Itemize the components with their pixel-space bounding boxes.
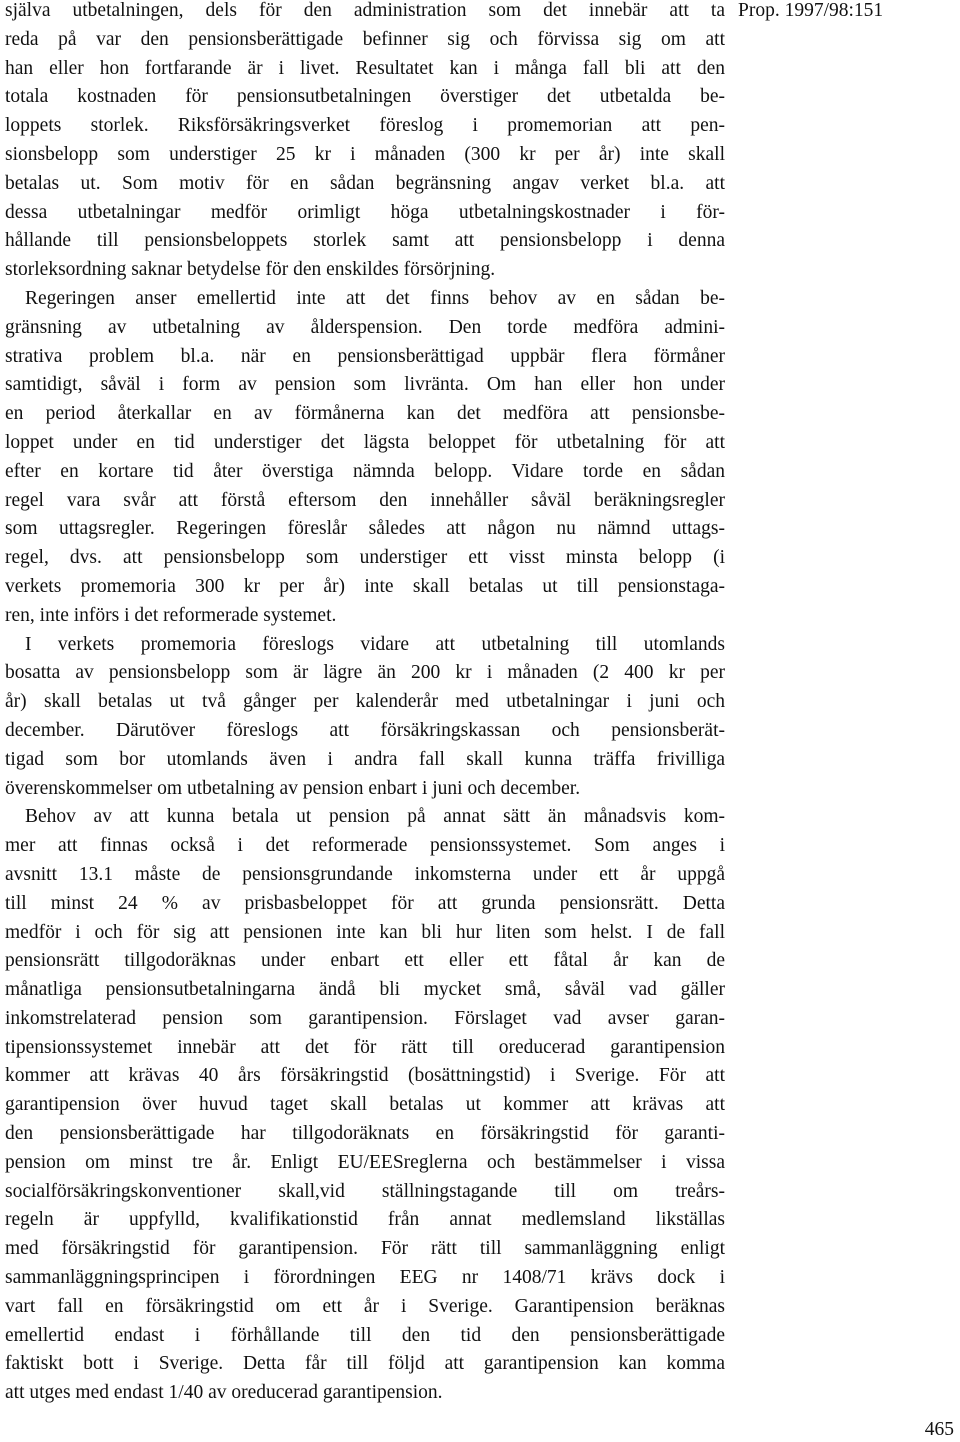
body-text: [5, 0, 725, 1408]
text-line: regel, dvs. att pensionsbelopp som understiger ett visst minsta belopp (i: [5, 547, 725, 569]
text-line: samtidigt, såväl i form av pension som livränta. Om han eller hon under: [5, 374, 725, 396]
text-line: inkomstrelaterad pension som garantipension. Förslaget vad avser garan-: [5, 1007, 725, 1029]
text-line: garantipension över huvud taget skall betalas ut kommer att krävas att: [5, 1094, 725, 1116]
text-line: betalas ut. Som motiv för en sådan begränsning angav verket bl.a. att: [5, 172, 725, 194]
text-line: avsnitt 13.1 måste de pensionsgrundande inkomsterna under ett år uppgå: [5, 863, 725, 885]
text-line: loppets storlek. Riksförsäkringsverket föreslog i promemorian att pen-: [5, 115, 725, 137]
text-line: han eller hon fortfarande är i livet. Resultatet kan i många fall bli att den: [5, 57, 725, 79]
text-line: socialförsäkringskonventioner skall,vid ställningstagande till om treårs-: [5, 1180, 725, 1202]
text-line: med försäkringstid för garantipension. För rätt till sammanläggning enligt: [5, 1238, 725, 1260]
text-line: Behov av att kunna betala ut pension på annat sätt än månadsvis kom-: [25, 806, 725, 828]
text-line: till minst 24 % av prisbasbeloppet för att grunda pensionsrätt. Detta: [5, 892, 725, 914]
text-line: dessa utbetalningar medför orimligt höga utbetalningskostnader i för-: [5, 201, 725, 223]
text-line: storleksordning saknar betydelse för den enskildes försörjning.: [5, 259, 496, 281]
text-line: bosatta av pensionsbelopp som är lägre än 200 kr i månaden (2 400 kr per: [5, 662, 725, 684]
text-line: december. Därutöver föreslogs att försäkringskassan och pensionsberät-: [5, 719, 725, 741]
text-line: vart fall en försäkringstid om ett år i Sverige. Garantipension beräknas: [5, 1295, 725, 1317]
proposition-reference: Prop. 1997/98:151: [738, 0, 884, 21]
text-line: totala kostnaden för pensionsutbetalningen överstiger det utbetalda be-: [5, 86, 725, 108]
text-line: hållande till pensionsbeloppets storlek samt att pensionsbelopp i denna: [5, 230, 725, 252]
text-line: loppet under en tid understiger det lägsta beloppet för utbetalning för att: [5, 431, 725, 453]
text-line: tigad som bor utomlands även i andra fall skall kunna träffa frivilliga: [5, 748, 725, 770]
text-line: månatliga pensionsutbetalningarna ändå bli mycket små, såväl vad gäller: [5, 979, 725, 1001]
text-line: gränsning av utbetalning av ålderspension. Den torde medföra admini-: [5, 316, 725, 338]
text-line: en period återkallar en av förmånerna kan det medföra att pensionsbe-: [5, 403, 725, 425]
text-line: tipensionssystemet innebär att det för rätt till oreducerad garantipension: [5, 1036, 725, 1058]
text-line: Regeringen anser emellertid inte att det finns behov av en sådan be-: [25, 287, 725, 309]
text-line: att utges med endast 1/40 av oreducerad garantipension.: [5, 1382, 443, 1404]
text-line: regeln är uppfylld, kvalifikationstid från annat medlemsland likställas: [5, 1209, 725, 1231]
text-line: reda på var den pensionsberättigade befinner sig och förvissa sig om att: [5, 28, 725, 50]
text-line: pensionsrätt tillgodoräknas under enbart ett eller ett fåtal år kan de: [5, 950, 725, 972]
text-line: faktiskt bott i Sverige. Detta får till följd att garantipension kan komma: [5, 1353, 725, 1375]
text-line: som uttagsregler. Regeringen föreslår således att någon nu nämnd uttags-: [5, 518, 725, 540]
text-line: efter en kortare tid åter överstiga nämnda belopp. Vidare torde en sådan: [5, 460, 725, 482]
text-line: sammanläggningsprincipen i förordningen EEG nr 1408/71 krävs dock i: [5, 1267, 725, 1289]
text-line: själva utbetalningen, dels för den administration som det innebär att ta: [5, 0, 725, 21]
text-line: verkets promemoria 300 kr per år) inte skall betalas ut till pensionstaga-: [5, 575, 725, 597]
text-line: mer att finnas också i det reformerade pensionssystemet. Som anges i: [5, 835, 725, 857]
text-line: den pensionsberättigade har tillgodoräknats en försäkringstid för garanti-: [5, 1123, 725, 1145]
text-line: emellertid endast i förhållande till den tid den pensionsberättigade: [5, 1324, 725, 1346]
text-line: överenskommelser om utbetalning av pension enbart i juni och december.: [5, 777, 581, 799]
text-line: I verkets promemoria föreslogs vidare att utbetalning till utomlands: [25, 633, 725, 655]
text-line: strativa problem bl.a. när en pensionsberättigad uppbär flera förmåner: [5, 345, 725, 367]
text-line: sionsbelopp som understiger 25 kr i månaden (300 kr per år) inte skall: [5, 143, 725, 165]
text-line: kommer att krävas 40 års försäkringstid (bosättningstid) i Sverige. För att: [5, 1065, 725, 1087]
text-line: pension om minst tre år. Enligt EU/EESreglerna och bestämmelser i vissa: [5, 1151, 725, 1173]
text-line: regel vara svår att förstå eftersom den innehåller såväl beräkningsregler: [5, 489, 725, 511]
text-line: ren, inte införs i det reformerade systemet.: [5, 604, 337, 626]
text-line: år) skall betalas ut två gånger per kalenderår med utbetalningar i juni och: [5, 691, 725, 713]
page-number: 465: [924, 1419, 954, 1440]
text-line: medför i och för sig att pensionen inte kan bli hur liten som helst. I de fall: [5, 921, 725, 943]
